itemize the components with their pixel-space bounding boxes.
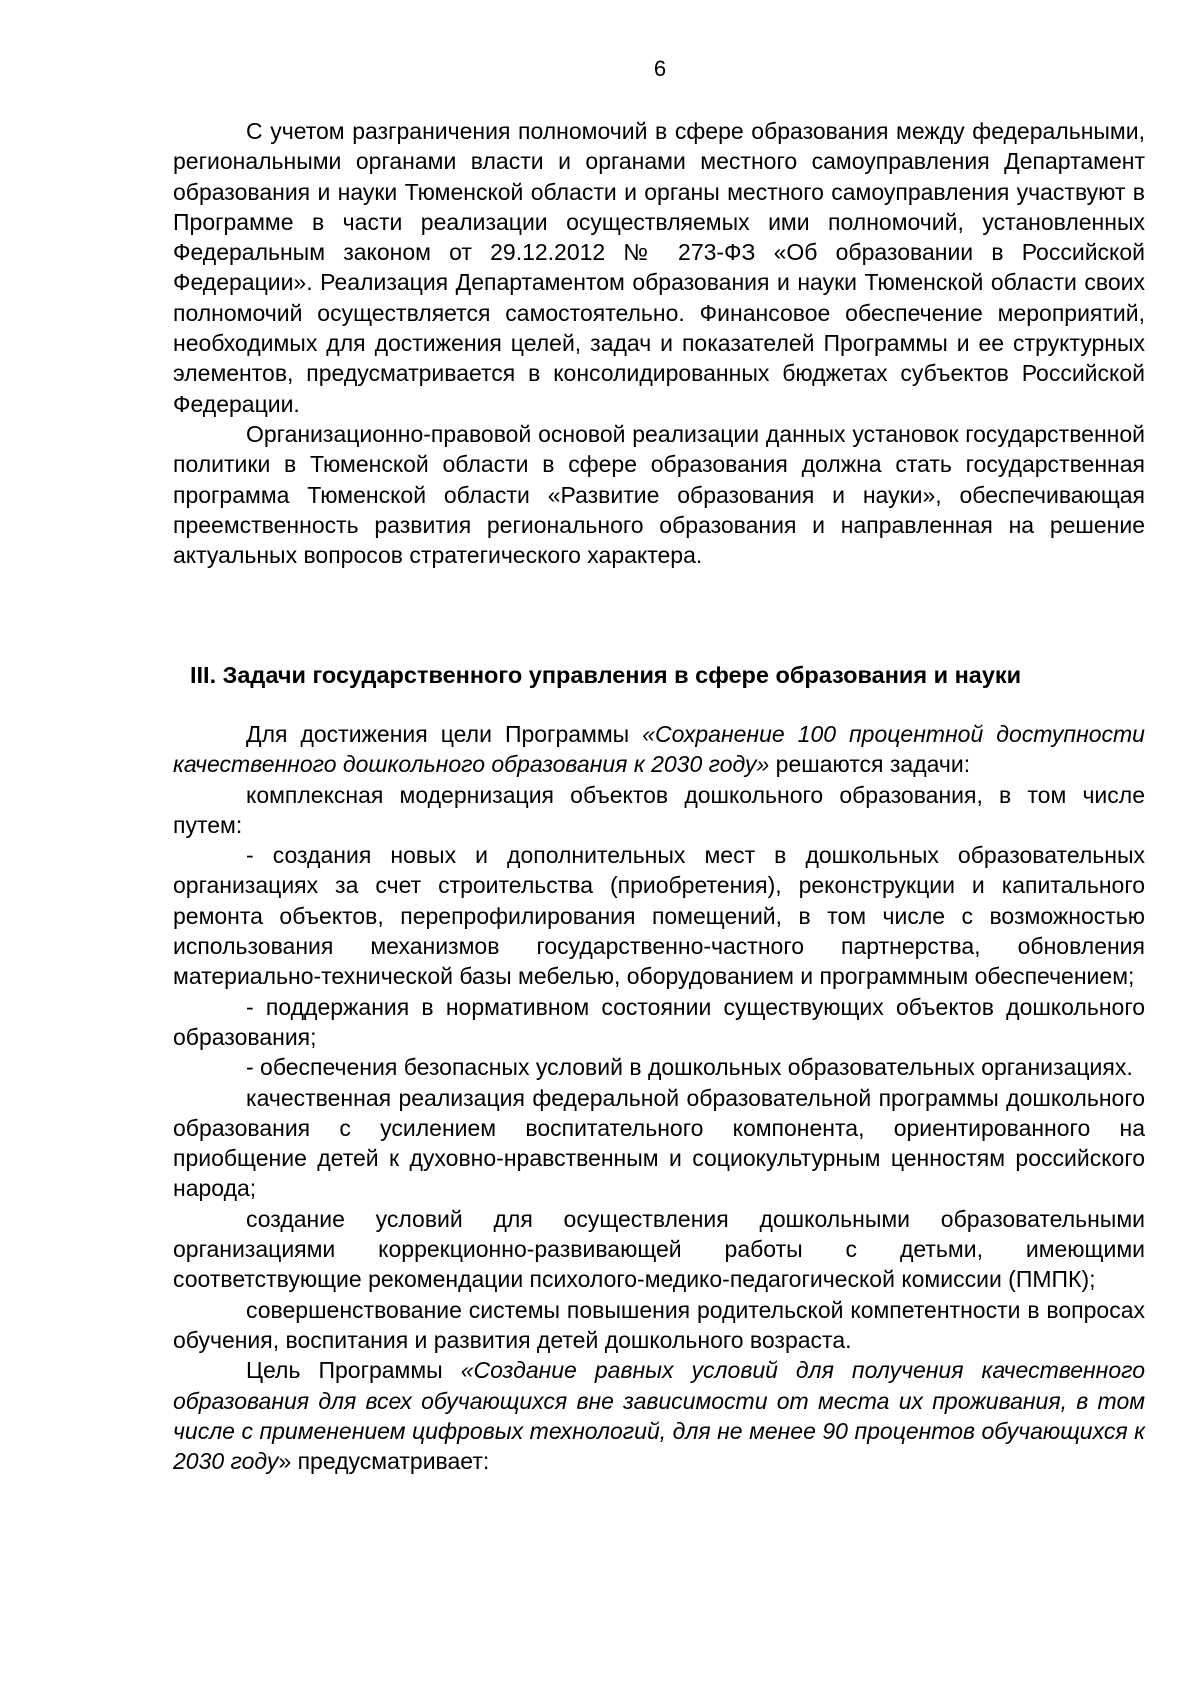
task-new-places: - создания новых и дополнительных мест в дошкольных образовательных организациях за счет строительства (приобретения), реконструкции и капитального ремонта объектов, перепрофилирования помещений, в том числе с возможностью использования механизмов государственно-частного партнерства, обновления материально-технической базы мебелью, оборудованием и программным обеспечением; bbox=[173, 842, 1145, 990]
goal-intro-text: Для достижения цели Программы bbox=[246, 721, 643, 747]
section-heading: III. Задачи государственного управления в сфере образования и науки bbox=[190, 662, 1022, 688]
section-governance bbox=[173, 116, 1145, 570]
task-maintenance: - поддержания в нормативном состоянии существующих объектов дошкольного образования; bbox=[173, 993, 1145, 1050]
task-modernization: комплексная модернизация объектов дошкольного образования, в том числе путем: bbox=[173, 781, 1145, 838]
paragraph-goal-preschool bbox=[173, 719, 1145, 780]
task-correctional-work: создание условий для осуществления дошкольными образовательными организациями коррекционно-развивающей работы с детьми, имеющими соответствующие рекомендации психолого-медико-педагогической комиссии (ПМПК); bbox=[173, 1205, 1145, 1293]
paragraph-goal-equal-conditions bbox=[173, 1355, 1145, 1476]
goal-tasks-text: решаются задачи: bbox=[769, 751, 971, 778]
goal-equal-conditions-quote: «Создание равных условий для получения качественного образования для всех обучающихся вне зависимости от места их проживания, в том числе с применением цифровых технологий, для не менее 90 процентов обучающихся к 2030 году bbox=[173, 1357, 1146, 1475]
task-federal-program: качественная реализация федеральной образовательной программы дошкольного образования с усилением воспитательного компонента, ориентированного на приобщение детей к духовно-нравственным и социокультурным ценностям российского народа; bbox=[173, 1084, 1145, 1202]
task-parental-competence: совершенствование системы повышения родительской компетентности в вопросах обучения, воспитания и развития детей дошкольного возраста. bbox=[173, 1296, 1145, 1353]
page-number: 6 bbox=[653, 56, 667, 81]
goal-preschool-quote: «Сохранение 100 процентной доступности качественного дошкольного образования к 2030 году» bbox=[173, 721, 1145, 778]
paragraph-powers-division: С учетом разграничения полномочий в сфере образования между федеральными, региональными органами власти и органами местного самоуправления Департамент образования и науки Тюменской области и органы местного самоуправления участвуют в Программе в части реализации осуществляемых ими полномочий, установленных Федеральным законом от 29.12.2012 № 273-ФЗ «Об образовании в Российской Федерации». Реализация Департаментом образования и науки Тюменской области своих полномочий осуществляется самостоятельно. Финансовое обеспечение мероприятий, необходимых для достижения целей, задач и показателей Программы и ее структурных элементов, предусматривается в консолидированных бюджетах субъектов Российской Федерации. bbox=[173, 118, 1145, 417]
goal2-intro-text: Цель Программы bbox=[246, 1357, 461, 1384]
section-tasks bbox=[173, 719, 1145, 1476]
task-safety: - обеспечения безопасных условий в дошкольных образовательных организациях. bbox=[246, 1054, 1133, 1081]
paragraph-legal-basis: Организационно-правовой основой реализации данных установок государственной политики в Тюменской области в сфере образования должна стать государственная программа Тюменской области «Развитие образования и науки», обеспечивающая преемственность развития регионального образования и направленная на решение актуальных вопросов стратегического характера. bbox=[173, 420, 1145, 569]
goal2-end-text: » предусматривает: bbox=[278, 1448, 490, 1475]
